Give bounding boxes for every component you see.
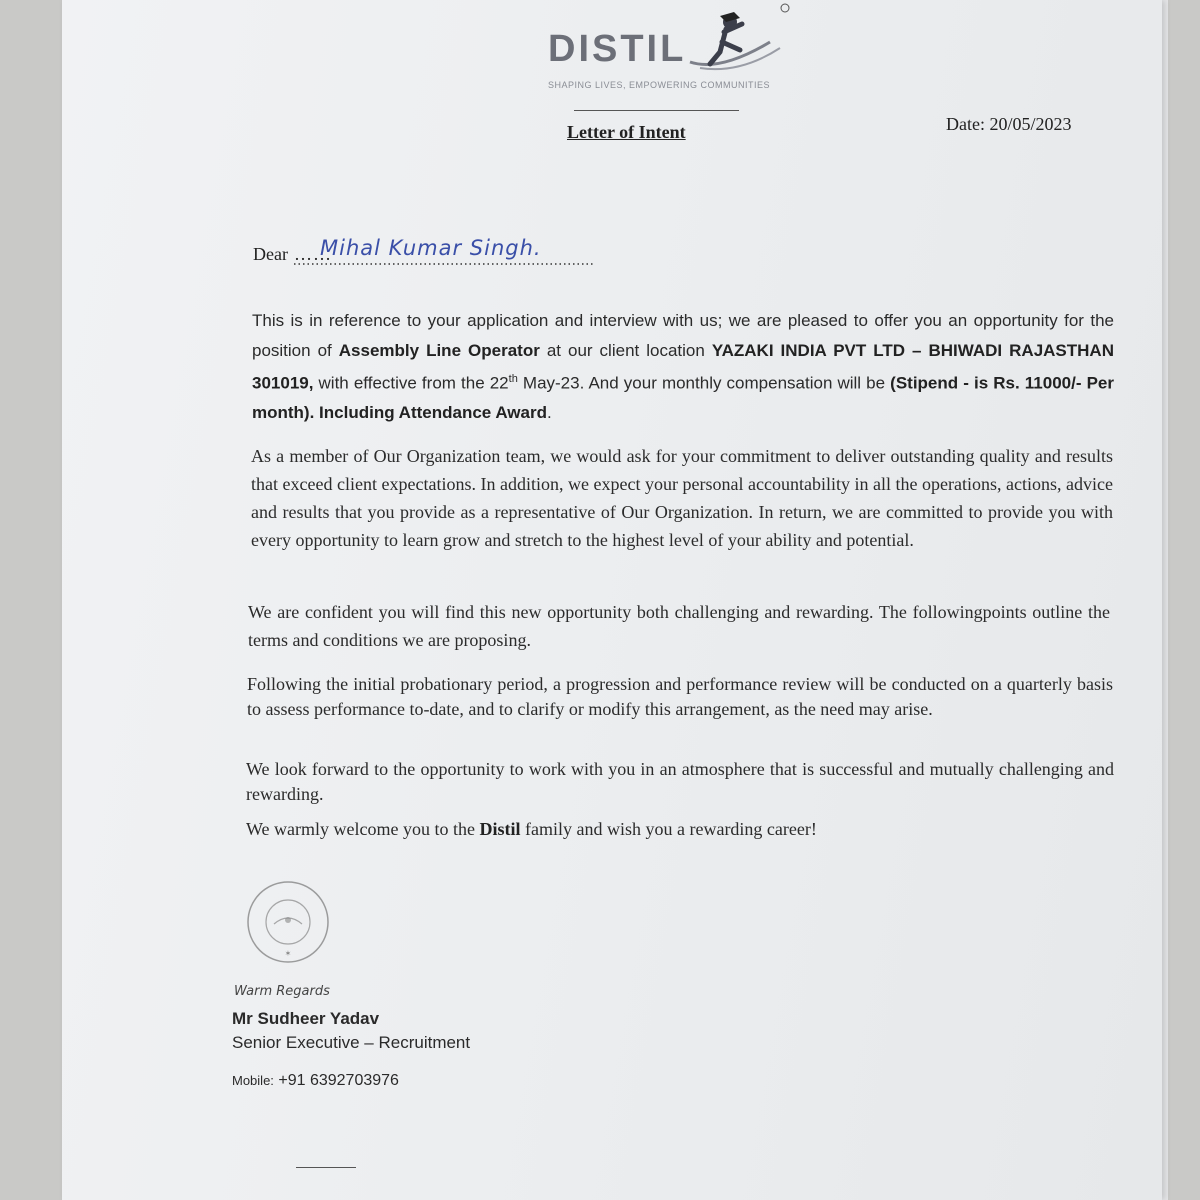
position-name: Assembly Line Operator [338, 340, 540, 360]
salutation: Dear [253, 244, 288, 264]
header-rule [574, 110, 739, 111]
company-tagline: SHAPING LIVES, EMPOWERING COMMUNITIES [548, 80, 771, 90]
letter-page [62, 0, 1162, 1200]
recipient-handwritten-name: Mihal Kumar Singh. [320, 236, 542, 260]
dotted-name-line [294, 262, 594, 266]
look-forward-paragraph: We look forward to the opportunity to work with you in an atmosphere that is successful and mutually challenging and rewarding. [246, 759, 1114, 804]
svg-text:✶: ✶ [284, 949, 292, 958]
letter-date: Date: 20/05/2023 [946, 114, 1072, 134]
signatory-name: Mr Sudheer Yadav [232, 1009, 380, 1028]
salutation-dots: …… [294, 244, 332, 264]
footer-rule [296, 1167, 356, 1168]
company-logo-wordmark: DISTIL [548, 28, 687, 70]
commitment-paragraph: As a member of Our Organization team, we would ask for your commitment to deliver outstanding quality and results that exceed client expectations. In addition, we expect your personal accountability in all the operations, actions, advice and results that you provide as a representative of Our Organization. In return, we are committed to provide you with every opportunity to learn grow and stretch to the highest level of your ability and potential. [251, 446, 1113, 550]
confidence-paragraph: We are confident you will find this new opportunity both challenging and rewarding. The followingpoints outline the terms and conditions we are proposing. [248, 602, 1110, 650]
welcome-paragraph: We warmly welcome you to the Distil family and wish you a rewarding career! [246, 819, 817, 839]
closing-regards: Warm Regards [234, 984, 330, 999]
offer-paragraph: This is in reference to your application and interview with us; we are pleased to offer you an opportunity for the position of Assembly Line Operator at our client location YAZAKI INDIA PVT LTD – BHIWADI RAJASTHAN 301019, with effective from the 22th May-23. And your monthly compensation will be (Stipend - is Rs. 11000/- Per month). Including Attendance Award. [252, 311, 1114, 423]
company-name: Distil [479, 819, 521, 839]
review-paragraph: Following the initial probationary period, a progression and performance review will be conducted on a quarterly basis to assess performance to-date, and to clarify or modify this arrangement, as the need may arise. [247, 674, 1113, 719]
company-seal-stamp [238, 876, 334, 966]
client-location: YAZAKI INDIA PVT LTD – BHIWADI RAJASTHAN 301019, [252, 340, 1114, 393]
graduate-figure-logo-icon [680, 2, 800, 82]
signatory-role: Senior Executive – Recruitment [232, 1033, 471, 1052]
stipend-amount: (Stipend - is Rs. 11000/- Per month). Including Attendance Award [252, 373, 1114, 423]
signatory-mobile: Mobile: +91 6392703976 [232, 1072, 399, 1089]
letter-title: Letter of Intent [567, 122, 686, 142]
